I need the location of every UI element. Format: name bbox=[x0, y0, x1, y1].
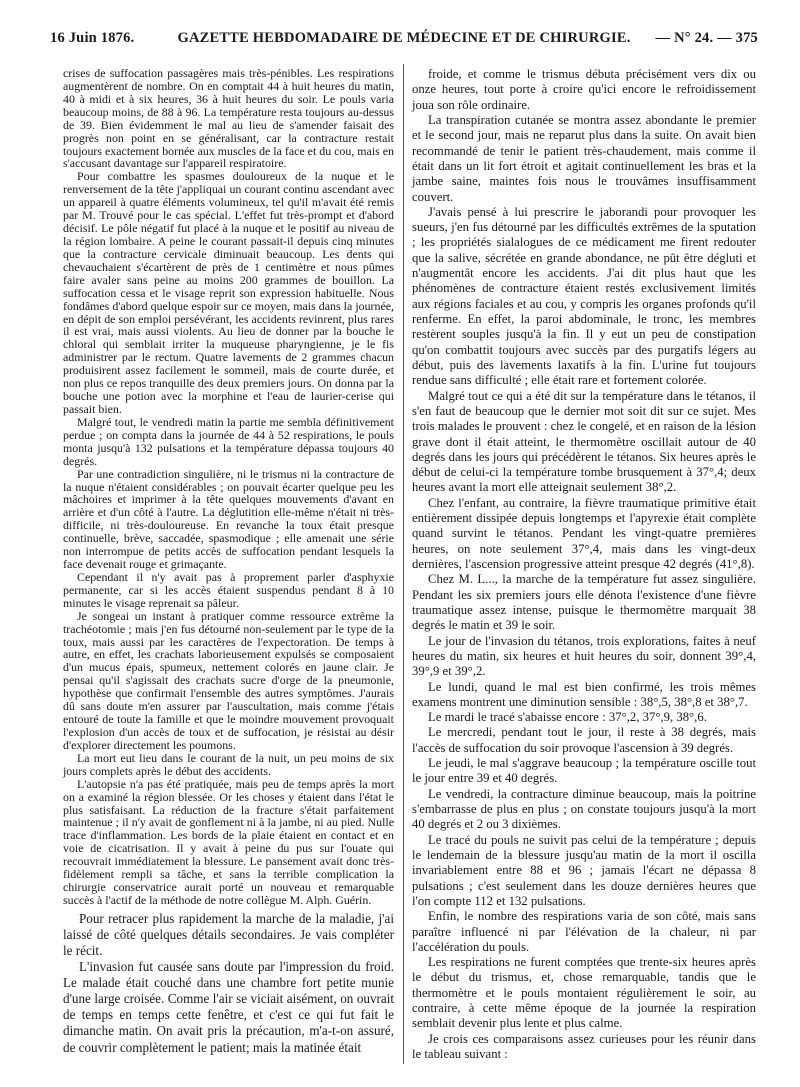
paragraph: froide, et comme le trismus débuta précisément vers dix ou onze heures, tout porte à croire qu'ici encore le refroidissement joua son rôle ordinaire. bbox=[412, 67, 756, 112]
paragraph: Je crois ces comparaisons assez curieuses pour les réunir dans le tableau suivant : bbox=[412, 1031, 756, 1061]
page-header bbox=[50, 30, 758, 52]
header-date: 16 Juin 1876. bbox=[50, 30, 135, 46]
paragraph: Le jeudi, le mal s'aggrave beaucoup ; la température oscille tout le jour entre 39 et 40 degrés. bbox=[412, 756, 756, 786]
paragraph: Le vendredi, la contracture diminue beaucoup, mais la poitrine s'embarrasse de plus en plus ; on constate toujours jusqu'à la mort 40 degrés et 2 ou 3 dixièmes. bbox=[412, 786, 756, 832]
paragraph: Pour retracer plus rapidement la marche de la maladie, j'ai laissé de côté quelques détails secondaires. Je vais compléter le récit. bbox=[63, 910, 394, 959]
issue-page-number: — N° 24. — 375 bbox=[655, 30, 758, 46]
paragraph: Le jour de l'invasion du tétanos, trois explorations, faites à neuf heures du matin, six heures et huit heures du soir, donnent 39°,4, 39°,9 et 39°,2. bbox=[412, 633, 756, 679]
paragraph: Malgré tout ce qui a été dit sur la température dans le tétanos, il s'en faut de beaucoup que le dernier mot soit dit sur ce sujet. Mes trois malades le prouvent : chez le congelé, et en raison de la lésion grave dont il était atteint, le thermomètre oscillait autour de 40 degrés dans les jours qui précédèrent le tétanos. Six heures après le début de celui-ci la température tombe brusquement à 37°,4; deux heures avant la mort elle atteignait seulement 38°,2. bbox=[412, 388, 756, 495]
paragraph: Le tracé du pouls ne suivit pas celui de la température ; depuis le lendemain de la blessure jusqu'au matin de la mort il oscilla invariablement entre 88 et 96 ; jamais l'écart ne dépassa 8 pulsations ; c'est seulement dans les douze dernières heures que l'on compte 112 et 132 pulsations. bbox=[412, 832, 756, 908]
paragraph: Le mercredi, pendant tout le jour, il reste à 38 degrés, mais l'accès de suffocation du soir provoque l'ascension à 39 degrés. bbox=[412, 725, 756, 755]
left-column bbox=[63, 67, 394, 1056]
paragraph: Chez M. L..., la marche de la température fut assez singulière. Pendant les six premiers jours elle dénota l'existence d'une fièvre traumatique assez intense, puisque le thermomètre marquait 38 degrés le matin et 39 le soir. bbox=[412, 572, 756, 633]
paragraph: Par une contradiction singulière, ni le trismus ni la contracture de la nuque n'étaient considérables ; on pouvait écarter quelque peu les mâchoires et imprimer à la tête quelques mouvements d'avant en arrière et d'un côté à l'autre. La déglutition elle-même n'était ni très-difficile, ni très-douloureuse. En revanche la toux était presque continuelle, brève, saccadée, spasmodique ; elle amenait une série non interrompue de petits accès de suffocation pendant lesquels la face devenait rouge et grimaçante. bbox=[63, 466, 394, 572]
paragraph: Je songeai un instant à pratiquer comme ressource extrême la trachéotomie ; mais j'en fus détourné non-seulement par le type de la toux, mais aussi par les caractères de l'expectoration. De temps à autre, en effet, les crachats laborieusement expulsés se composaient d'un mucus épais, spumeux, nettement colorés en jaune clair. Je pensai qu'il s'agissait des crachats sucre d'orge de la pneumonie, hypothèse que confirmait l'ensemble des autres symptômes. J'aurais dû sans doute m'en assurer par l'auscultation, mais comme j'étais entouré de toute la famille et que le moindre mouvement provoquait l'explosion d'un accès de toux et de suffocation, je résistai au désir d'explorer directement les poumons. bbox=[63, 608, 394, 752]
paragraph: Enfin, le nombre des respirations varia de son côté, mais sans paraître influencé ni par l'élévation de la chaleur, ni par l'accélération du pouls. bbox=[412, 909, 756, 954]
paragraph: J'avais pensé à lui prescrire le jaborandi pour provoquer les sueurs, j'en fus détourné par les difficultés extrêmes de la sputation ; les propriétés sialalogues de ce médicament me firent redouter que la salive, sécrétée en grande abondance, ne pût être dégluti et n'augmentât encore les accidents. J'ai dit plus haut que les phénomènes de contracture étaient restés exclusivement limités aux régions faciales et au cou, y compris les organes profonds qu'il renferme. En effet, la paroi abdominale, le tronc, les membres restèrent souples jusqu'à la fin. Il y eut un peu de constipation qu'on combattit toujours avec succès par des purgatifs légers au début, puis des lavements laxatifs à la fin. L'urine fut toujours rendue sans difficulté ; elle était rare et fortement colorée. bbox=[412, 204, 756, 388]
paragraph: L'autopsie n'a pas été pratiquée, mais peu de temps après la mort on a examiné la région blessée. Or les choses y étaient dans l'état le plus satisfaisant. La réduction de la fracture s'était parfaitement maintenue ; il n'y avait de gonflement ni à la jambe, ni au pied. Nulle trace d'inflammation. Les bords de la plaie étaient en contact et en voie de cicatrisation. Il y avait à peine du pus sur l'ouate qui recouvrait immédiatement la blessure. Le pansement avait donc très-fidèlement rempli sa tâche, et sans la terrible complication la chirurgie conservatrice aurait porté un nouveau et remarquable succès à l'actif de la méthode de notre collègue M. Alph. Guérin. bbox=[63, 776, 394, 907]
paragraph: Le lundi, quand le mal est bien confirmé, les trois mêmes examens montrent une diminution sensible : 38°,5, 38°,8 et 38°,7. bbox=[412, 679, 756, 709]
paragraph: Les respirations ne furent comptées que trente-six heures après le début du trismus, et, chose remarquable, tandis que le thermomètre et le pouls montaient régulièrement le soir, au contraire, à cette même époque de la journée la respiration semblait devenir plus lente et plus calme. bbox=[412, 955, 756, 1031]
paragraph: Pour combattre les spasmes douloureux de la nuque et le renversement de la tête j'appliquai un courant continu ascendant avec un appareil à quatre éléments volumineux, tel qu'il m'avait été remis par M. Trouvé pour le cas spécial. L'effet fut très-prompt et d'abord décisif. Le pôle négatif fut placé à la nuque et le positif au niveau de la région lombaire. A peine le courant passait-il depuis cinq minutes que la contracture cervicale diminuait beaucoup. Les dents qui chevauchaient s'écartèrent de près de 1 centimètre et nous pûmes faire avaler sans peine au moins 200 grammes de bouillon. La suffocation cessa et le visage reprit son expression habituelle. Nous fondâmes d'abord quelque espoir sur ce moyen, mais dans la journée, en dépit de son emploi persévérant, les accidents revinrent, plus rares il est vrai, mais aussi violents. Au lieu de donner par la bouche le chloral qui semblait irriter la muqueuse pharyngienne, je le fis administrer par le rectum. Quatre lavements de 2 grammes chacun produisirent assez facilement le sommeil, mais de courte durée, et non plus ce repos tranquille des deux premiers jours. On donna par la bouche une potion avec la morphine et l'eau de laurier-cerise qui passait bien. bbox=[63, 169, 394, 416]
paragraph: Chez l'enfant, au contraire, la fièvre traumatique primitive était entièrement dissipée depuis longtemps et l'apyrexie était complète quand survint le tétanos. Pendant les vingt-quatre premières heures, on note seulement 37°,4, mais dans les vingt-deux dernières, l'ascension progressive atteint presque 42 degrés (41°,8). bbox=[412, 495, 756, 571]
paragraph: L'invasion fut causée sans doute par l'impression du froid. Le malade était couché dans une chambre fort petite munie d'une large croisée. Comme l'air se viciait aisément, on ouvrait de temps en temps cette fenêtre, et c'est ce qui fut fait le dimanche matin. On avait pris la précaution, m'a-t-on assuré, de couvrir complètement le patient; mais la matinée était bbox=[63, 959, 394, 1055]
right-column bbox=[412, 67, 756, 1062]
paragraph: Malgré tout, le vendredi matin la partie me sembla définitivement perdue ; on compta dans la journée de 44 à 52 respirations, le pouls monta jusqu'à 132 pulsations et la température dépassa toujours 40 degrés. bbox=[63, 414, 394, 468]
large-type-section bbox=[63, 911, 394, 1056]
paragraph: Le mardi le tracé s'abaisse encore : 37°,2, 37°,9, 38°,6. bbox=[428, 710, 707, 725]
journal-title: GAZETTE HEBDOMADAIRE DE MÉDECINE ET DE CHIRURGIE. bbox=[177, 30, 631, 46]
paragraph: La transpiration cutanée se montra assez abondante le premier et le second jour, mais ne reparut plus dans la suite. On avait bien recommandé de tenir le patient très-chaudement, mais comme il était dans un lit fort étroit et agitait continuellement les bras et la jambe saine, maintes fois nous le trouvâmes insuffisamment couvert. bbox=[412, 112, 756, 204]
paragraph: Cependant il n'y avait pas à proprement parler d'asphyxie permanente, car si les accès étaient suspendus pendant 8 à 10 minutes le visage reprenait sa pâleur. bbox=[63, 569, 394, 610]
large-type-section bbox=[412, 67, 756, 1062]
paragraph: crises de suffocation passagères mais très-pénibles. Les respirations augmentèrent de nombre. On en comptait 44 à huit heures du matin, 40 à midi et à six heures, 36 à huit heures du soir. Le pouls varia beaucoup moins, de 88 à 96. La température resta toujours au-dessus de 39. Bien évidemment le mal au lieu de s'amender faisait des progrès non point en se généralisant, car la contracture restait toujours exactement bornée aux muscles de la face et du cou, mais en s'accusant davantage sur l'appareil respiratoire. bbox=[63, 66, 394, 171]
paragraph: La mort eut lieu dans le courant de la nuit, un peu moins de six jours complets après le début des accidents. bbox=[63, 750, 394, 778]
column-divider bbox=[403, 64, 404, 1064]
